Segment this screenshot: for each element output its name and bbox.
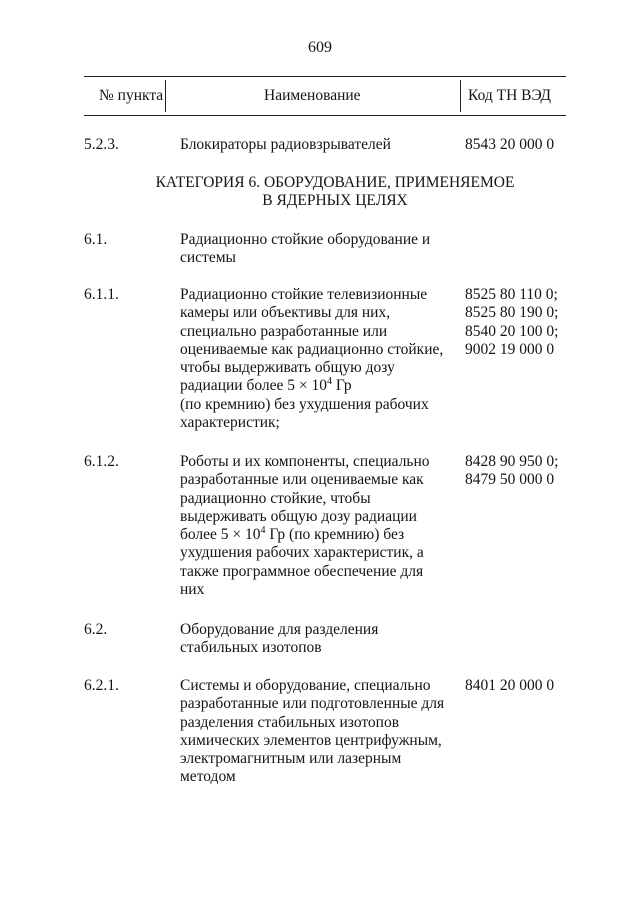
- item-number: 5.2.3.: [84, 136, 119, 153]
- item-name-line: Радиационно стойкие телевизионные: [180, 286, 428, 303]
- category-title: [120, 174, 550, 211]
- header-divider: [460, 80, 461, 112]
- item-name-line: радиационно стойкие, чтобы: [180, 489, 371, 507]
- item-name-line: чтобы выдерживать общую дозу: [180, 359, 395, 377]
- item-name: [180, 286, 465, 432]
- header-bottom-rule: [84, 115, 566, 116]
- item-name-line: Радиационно стойкие оборудование и: [180, 231, 431, 248]
- item-name-line: камеры или объективы для них,: [180, 304, 391, 322]
- item-name: [180, 231, 465, 268]
- item-name-line: стабильных изотопов: [180, 639, 322, 657]
- item-name: [180, 621, 465, 658]
- page-number: 609: [308, 39, 332, 56]
- dose-unit: Гр: [332, 377, 352, 395]
- item-number: 6.2.1.: [84, 677, 119, 694]
- dose-text: более 5 × 10: [180, 526, 261, 544]
- header-top-rule: [84, 76, 566, 77]
- header-col-code: Код ТН ВЭД: [468, 87, 552, 104]
- item-code: [465, 453, 585, 490]
- item-code-line: 8428 90 950 0;: [465, 453, 559, 470]
- dose-exponent: 4: [327, 376, 332, 388]
- header-divider: [165, 80, 166, 112]
- item-code-line: 8543 20 000 0: [465, 136, 555, 153]
- item-name-line: химических элементов центрифужным,: [180, 731, 442, 749]
- item-name-line: выдерживать общую дозу радиации: [180, 507, 417, 525]
- item-code-line: 8479 50 000 0: [465, 471, 555, 489]
- item-name-line: электромагнитным или лазерным: [180, 750, 402, 768]
- item-name-line: Оборудование для разделения: [180, 621, 379, 638]
- item-name-line: них: [180, 581, 205, 599]
- item-name-line: разработанные или подготовленные для: [180, 695, 445, 713]
- header-col-name: Наименование: [264, 87, 361, 104]
- item-number: 6.1.2.: [84, 453, 119, 470]
- item-code: [465, 286, 585, 359]
- item-code-line: 8401 20 000 0: [465, 677, 555, 694]
- category-title-line: КАТЕГОРИЯ 6. ОБОРУДОВАНИЕ, ПРИМЕНЯЕМОЕ: [155, 174, 515, 191]
- item-name-line: специально разработанные или: [180, 322, 388, 340]
- item-code-line: 9002 19 000 0: [465, 340, 555, 358]
- item-code: [465, 136, 585, 154]
- dose-unit: Гр (по кремнию) без: [265, 526, 405, 544]
- item-name-line: ухудшения рабочих характеристик, а: [180, 544, 424, 562]
- item-name-line: (по кремнию) без ухудшения рабочих: [180, 395, 429, 413]
- item-name-line: разработанные или оцениваемые как: [180, 471, 424, 489]
- item-name: [180, 677, 465, 787]
- item-name-line: Системы и оборудование, специально: [180, 677, 431, 694]
- item-code: [465, 677, 585, 695]
- item-code-line: 8540 20 100 0;: [465, 322, 559, 340]
- item-number: 6.2.: [84, 621, 108, 638]
- item-name-line: оцениваемые как радиационно стойкие,: [180, 340, 444, 358]
- item-name-line: характеристик;: [180, 414, 280, 432]
- item-name-line: [180, 526, 465, 544]
- item-name: [180, 453, 465, 599]
- item-name-line: методом: [180, 768, 236, 786]
- dose-text: радиации более 5 × 10: [180, 377, 327, 395]
- item-number: 6.1.: [84, 231, 108, 248]
- item-name-line: Роботы и их компоненты, специально: [180, 453, 430, 470]
- item-code-line: 8525 80 190 0;: [465, 304, 559, 322]
- item-name-line: [180, 377, 465, 395]
- item-name-line: системы: [180, 249, 236, 267]
- item-name-line: также программное обеспечение для: [180, 562, 424, 580]
- header-col-number: № пункта: [99, 87, 164, 104]
- item-name-line: Блокираторы радиовзрывателей: [180, 136, 391, 153]
- category-title-line: В ЯДЕРНЫХ ЦЕЛЯХ: [262, 192, 408, 210]
- item-name-line: разделения стабильных изотопов: [180, 713, 400, 731]
- item-name: [180, 136, 465, 154]
- item-number: 6.1.1.: [84, 286, 119, 303]
- item-code-line: 8525 80 110 0;: [465, 286, 558, 303]
- dose-exponent: 4: [260, 525, 266, 537]
